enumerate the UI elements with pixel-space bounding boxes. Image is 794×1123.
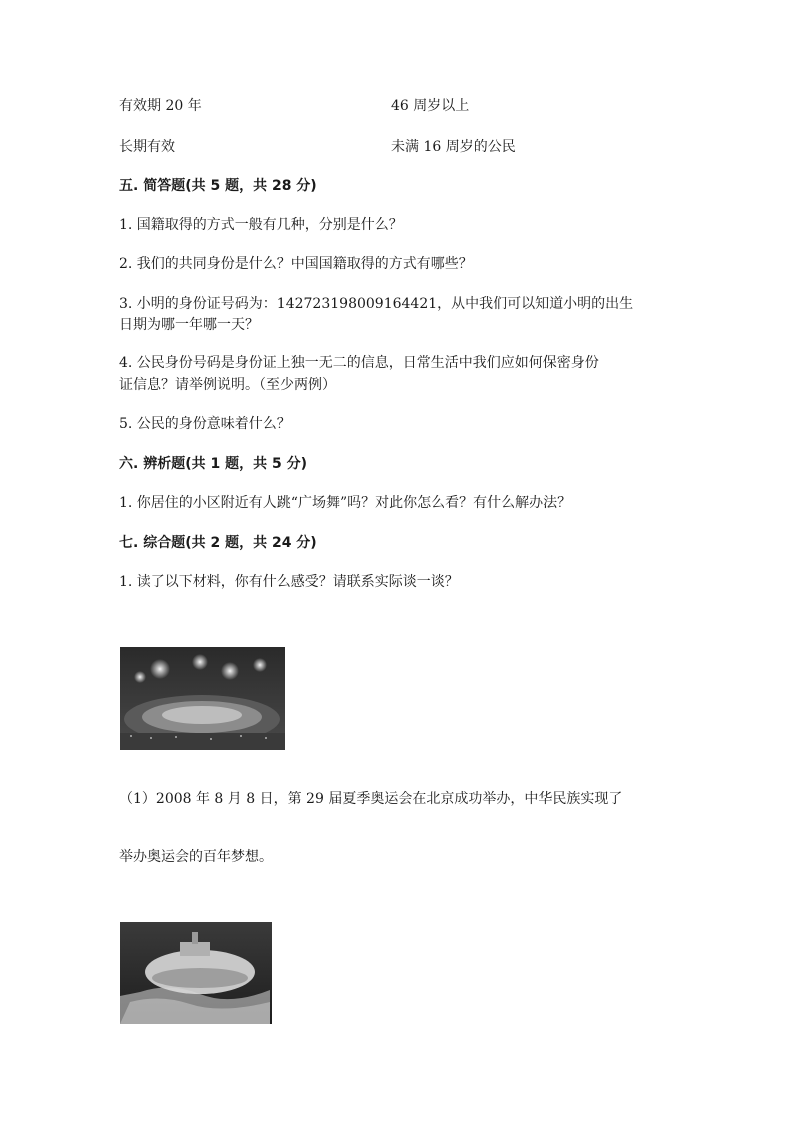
section-6-heading: 六. 辨析题(共 1 题，共 5 分) (119, 456, 307, 472)
section-5-question-5: 5. 公民的身份意味着什么？ (119, 416, 291, 432)
match-right-2: 未满 16 周岁的公民 (391, 139, 516, 155)
olympic-stadium-photo (120, 647, 285, 750)
section-5-question-1: 1. 国籍取得的方式一般有几种，分别是什么？ (119, 217, 403, 233)
section-7-question-1: 1. 读了以下材料，你有什么感受？请联系实际谈一谈？ (119, 574, 459, 590)
section-6-question-1: 1. 你居住的小区附近有人跳“广场舞”吗？对此你怎么看？有什么解办法？ (119, 495, 572, 511)
section-5-heading: 五. 简答题(共 5 题，共 28 分) (119, 178, 317, 194)
section-7-heading: 七. 综合题(共 2 题，共 24 分) (119, 535, 317, 551)
section-5-question-2: 2. 我们的共同身份是什么？中国国籍取得的方式有哪些？ (119, 256, 473, 272)
section-5-question-4-line-1: 4. 公民身份号码是身份证上独一无二的信息，日常生活中我们应如何保密身份 (119, 355, 599, 371)
submersible-photo (120, 922, 272, 1024)
section-5-question-4-line-2: 证信息？请举例说明。（至少两例） (119, 377, 336, 393)
section-7-material-1-line-1: （1）2008 年 8 月 8 日，第 29 届夏季奥运会在北京成功举办，中华民族实现了 (119, 791, 623, 807)
section-5-question-3-line-2: 日期为哪一年哪一天？ (119, 317, 259, 333)
match-left-1: 有效期 20 年 (119, 98, 202, 114)
section-7-material-1-line-2: 举办奥运会的百年梦想。 (119, 849, 273, 865)
match-left-2: 长期有效 (119, 139, 175, 155)
match-right-1: 46 周岁以上 (391, 98, 470, 114)
section-5-question-3-line-1: 3. 小明的身份证号码为：142723198009164421，从中我们可以知道小明的出生 (119, 296, 634, 312)
